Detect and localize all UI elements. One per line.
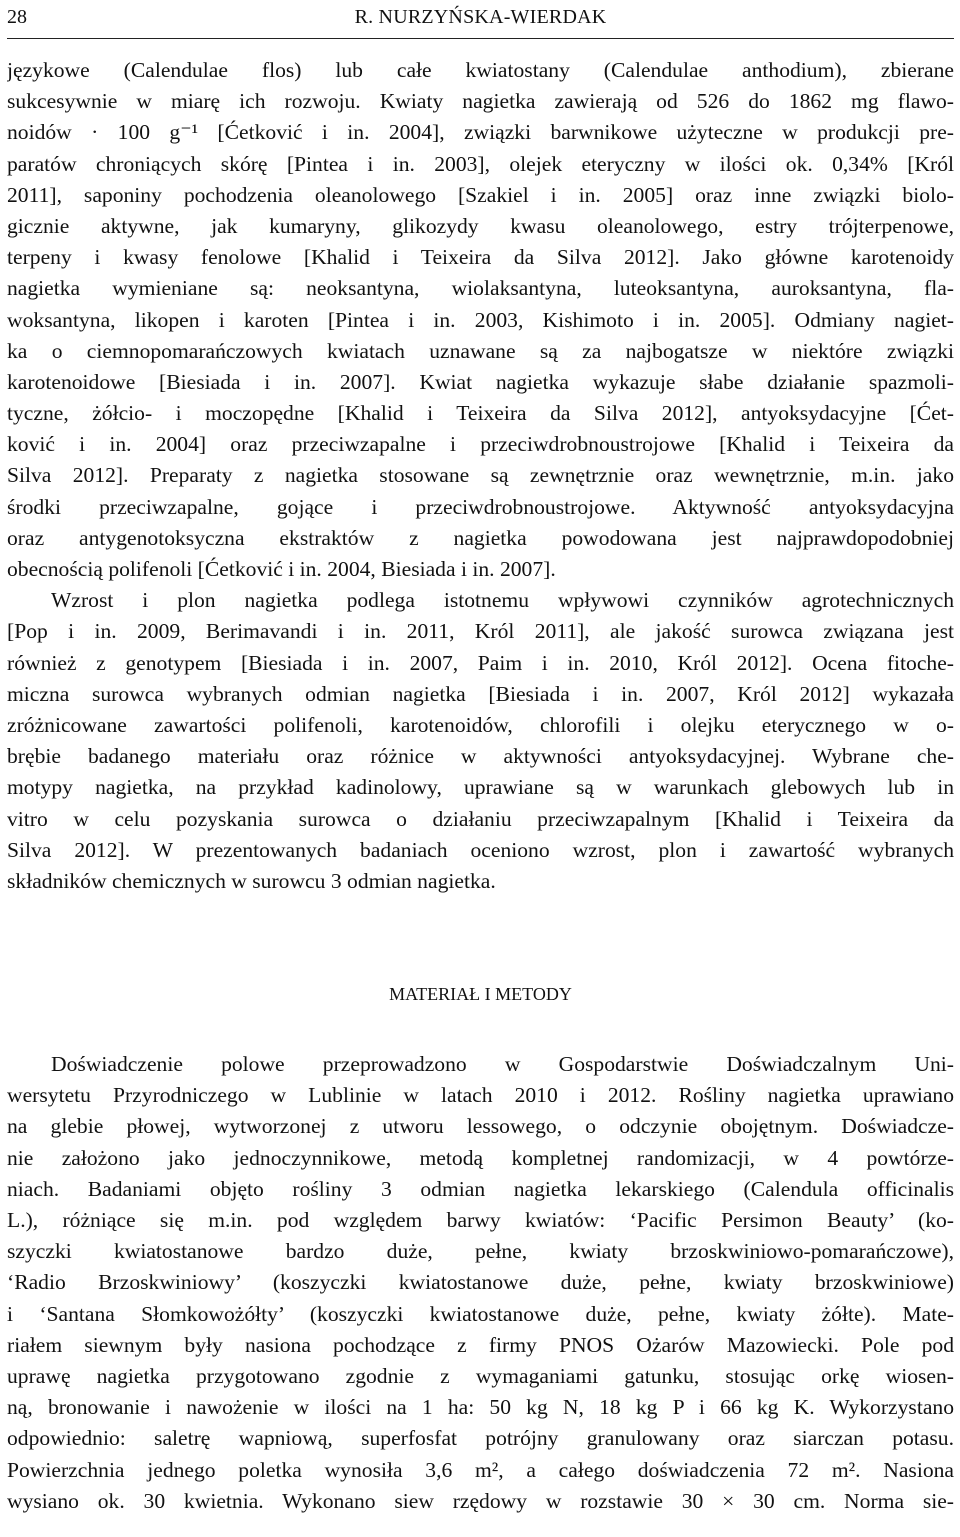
paragraph-growth-yield (7, 585, 954, 897)
text-line: zróżnicowane zawartości polifenoli, karotenoidów, chlorofili i olejku eterycznego w o- (7, 712, 954, 737)
text-line: ną, bronowanie i nawożenie w ilości na 1 ha: 50 kg N, 18 kg P i 66 kg K. Wykorzystano (7, 1395, 954, 1420)
text-line: sukcesywnie w miarę ich rozwoju. Kwiaty nagietka zawierają od 526 do 1862 mg flawo- (7, 89, 954, 114)
text-line: również z genotypem [Biesiada i in. 2007, Paim i in. 2010, Król 2012]. Ocena fitoche- (7, 650, 954, 675)
text-line: 2011], saponiny pochodzenia oleanolowego [Szakiel i in. 2005] oraz inne związki biolo- (7, 182, 954, 207)
paragraph-methods (7, 1049, 954, 1517)
text-line: Wzrost i plon nagietka podlega istotnemu wpływowi czynników agrotechnicznych (51, 588, 954, 613)
text-line: ković i in. 2004] oraz przeciwzapalne i przeciwdrobnoustrojowe [Khalid i Teixeira da (7, 432, 954, 457)
text-line: [Pop i in. 2009, Berimavandi i in. 2011, Król 2011], ale jakość surowca związana jest (7, 619, 954, 644)
text-line: karotenoidowe [Biesiada i in. 2007]. Kwiat nagietka wykazuje słabe działanie spazmoli- (7, 369, 954, 394)
text-line: obecnością polifenoli [Ćetković i in. 2004, Biesiada i in. 2007]. (7, 557, 556, 581)
text-line: paratów chroniących skórę [Pintea i in. 2003], olejek eteryczny w ilości ok. 0,34% [Król (7, 151, 954, 176)
text-line: językowe (Calendulae flos) lub całe kwiatostany (Calendulae anthodium), zbierane (7, 58, 954, 82)
text-line: na glebie płowej, wytworzonej z utworu lessowego, o odczynie obojętnym. Doświadcze- (7, 1114, 954, 1139)
text-line: środki przeciwzapalne, gojące i przeciwdrobnoustrojowe. Aktywność antyoksydacyjna (7, 494, 954, 519)
page-body (7, 55, 954, 1517)
text-line: odpowiednio: saletrę wapniową, superfosfat potrójny granulowany oraz siarczan potasu. (7, 1426, 954, 1451)
text-line: oraz antygenotoksyczna ekstraktów z nagietka powodowana jest najprawdopodobniej (7, 525, 954, 550)
text-line: szyczki kwiatostanowe bardzo duże, pełne, kwiaty brzoskwiniowo-pomarańczowe), (7, 1239, 954, 1264)
text-line: wersytetu Przyrodniczego w Lublinie w latach 2010 i 2012. Rośliny nagietka uprawiano (7, 1083, 954, 1108)
text-line: niach. Badaniami objęto rośliny 3 odmian nagietka lekarskiego (Calendula officinalis (7, 1176, 954, 1201)
text-line: noidów · 100 g⁻¹ [Ćetković i in. 2004], związki barwnikowe użyteczne w produkcji pre- (7, 120, 954, 145)
section-heading: MATERIAŁ I METODY (389, 984, 572, 1005)
text-line: riałem siewnym były nasiona pochodzące z firmy PNOS Ożarów Mazowiecki. Pole pod (7, 1332, 954, 1357)
text-line: i ‘Santana Słomkowożółty’ (koszyczki kwiatostanowe duże, pełne, kwiaty żółte). Mate- (7, 1301, 954, 1326)
text-line: motypy nagietka, na przykład kadinolowy, uprawiane są w warunkach glebowych lub in (7, 775, 954, 800)
text-line: tyczne, żółcio- i moczopędne [Khalid i Teixeira da Silva 2012], antyoksydacyjne [Ćet- (7, 401, 954, 426)
text-line: miczna surowca wybranych odmian nagietka [Biesiada i in. 2007, Król 2012] wykazała (7, 681, 954, 706)
text-line: składników chemicznych w surowcu 3 odmian nagietka. (7, 868, 496, 893)
text-line: L.), różniące się m.in. pod względem barwy kwiatów: ‘Pacific Persimon Beauty’ (ko- (7, 1208, 954, 1232)
running-head-author: R. NURZYŃSKA-WIERDAK (354, 6, 607, 28)
text-line: Silva 2012]. Preparaty z nagietka stosowane są zewnętrznie oraz wewnętrznie, m.in. jako (7, 463, 954, 488)
text-line: brębie badanego materiału oraz różnice w aktywności antyoksydacyjnej. Wybrane che- (7, 744, 954, 769)
text-line: Silva 2012]. W prezentowanych badaniach oceniono wzrost, plon i zawartość wybranych (7, 837, 954, 862)
running-header (7, 0, 954, 39)
paragraph-intro-continued (7, 55, 954, 585)
page-number: 28 (7, 6, 27, 28)
text-line: nagietka wymieniane są: neoksantyna, wiolaksantyna, luteoksantyna, auroksantyna, fla- (7, 276, 954, 301)
text-line: vitro w celu pozyskania surowca o działaniu przeciwzapalnym [Khalid i Teixeira da (7, 806, 954, 831)
text-line: wysiano ok. 30 kwietnia. Wykonano siew rzędowy w rozstawie 30 × 30 cm. Norma sie- (7, 1488, 954, 1513)
text-line: Powierzchnia jednego poletka wynosiła 3,6 m², a całego doświadczenia 72 m². Nasiona (7, 1457, 954, 1482)
text-line: Doświadczenie polowe przeprowadzono w Gospodarstwie Doświadczalnym Uni- (51, 1052, 954, 1077)
text-line: gicznie aktywne, jak kumaryny, glikozydy kwasu oleanolowego, estry trójterpenowe, (7, 213, 954, 238)
text-line: nie założono jako jednoczynnikowe, metodą kompletnej randomizacji, w 4 powtórze- (7, 1145, 954, 1170)
text-line: ka o ciemnopomarańczowych kwiatach uznawane są za najbogatsze w niektóre związki (7, 338, 954, 363)
text-line: ‘Radio Brzoskwiniowy’ (koszyczki kwiatostanowe duże, pełne, kwiaty brzoskwiniowe) (7, 1270, 954, 1295)
text-line: woksantyna, likopen i karoten [Pintea i in. 2003, Kishimoto i in. 2005]. Odmiany nagiet- (7, 307, 954, 332)
text-line: uprawę nagietka przygotowano zgodnie z wymaganiami gatunku, stosując orkę wiosen- (7, 1363, 954, 1388)
text-line: terpeny i kwasy fenolowe [Khalid i Teixeira da Silva 2012]. Jako główne karotenoidy (7, 245, 954, 270)
